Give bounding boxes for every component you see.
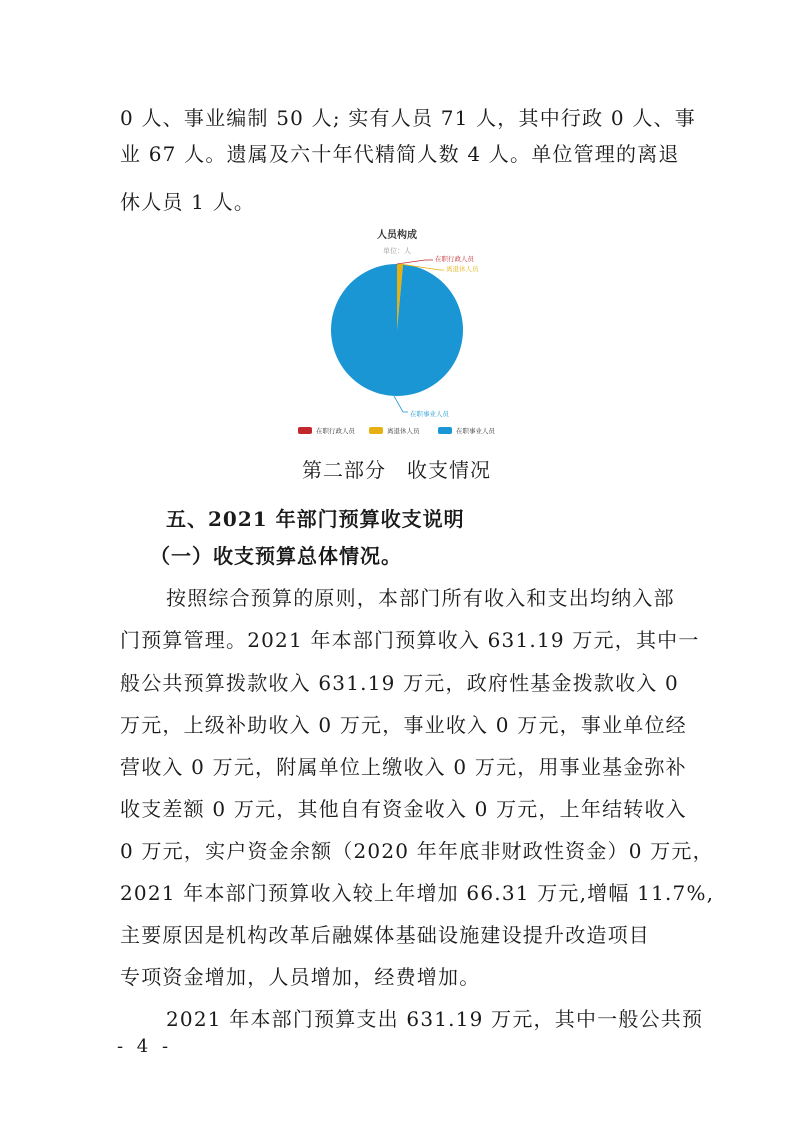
legend-label: 在职行政人员 — [316, 427, 355, 435]
chart-title: 人员构成 — [377, 230, 417, 241]
text-line: 收支差额 0 万元，其他自有资金收入 0 万元，上年结转收入 — [120, 797, 687, 821]
text-line-2: 业 67 人。遗属及六十年代精简人数 4 人。单位管理的离退 — [120, 142, 680, 166]
text-line: 门预算管理。2021 年本部门预算收入 631.19 万元，其中一 — [120, 628, 700, 652]
text-line: 主要原因是机构改革后融媒体基础设施建设提升改造项目 — [120, 923, 650, 947]
pie-leader-line — [397, 260, 433, 264]
text-line-3: 休人员 1 人。 — [120, 190, 256, 214]
pie-slice — [331, 264, 463, 396]
text-line: 0 万元，实户资金余额（2020 年年底非财政性资金）0 万元， — [120, 839, 714, 863]
pie-label: 离退休人员 — [446, 265, 479, 273]
chart-subtitle: 单位：人 — [383, 247, 411, 255]
legend-swatch — [298, 427, 312, 434]
legend-label: 离退休人员 — [387, 427, 420, 435]
sub-heading: （一）收支预算总体情况。 — [150, 544, 402, 568]
section-heading: 五、2021 年部门预算收支说明 — [166, 507, 465, 531]
text-line: 专项资金增加，人员增加，经费增加。 — [120, 965, 481, 989]
legend-swatch — [369, 427, 383, 434]
pie-label: 在职行政人员 — [435, 255, 474, 263]
page-number: - 4 - — [117, 1036, 173, 1057]
text-line: 2021 年本部门预算收入较上年增加 66.31 万元,增幅 11.7%, — [120, 881, 715, 905]
text-line: 般公共预算拨款收入 631.19 万元，政府性基金拨款收入 0 — [120, 671, 679, 695]
pie-label: 在职事业人员 — [410, 410, 449, 418]
text-line: 2021 年本部门预算支出 631.19 万元，其中一般公共预 — [166, 1007, 704, 1031]
text-line: 万元，上级补助收入 0 万元，事业收入 0 万元，事业单位经 — [120, 713, 687, 737]
part-title: 第二部分 收支情况 — [302, 458, 491, 482]
legend-swatch — [438, 427, 452, 434]
legend-label: 在职事业人员 — [456, 427, 495, 435]
personnel-pie-chart — [280, 222, 520, 442]
pie-leader-line — [394, 396, 408, 412]
text-line: 营收入 0 万元，附属单位上缴收入 0 万元，用事业基金弥补 — [120, 755, 687, 779]
text-line-1: 0 人、事业编制 50 人; 实有人员 71 人，其中行政 0 人、事 — [120, 106, 696, 130]
text-line: 按照综合预算的原则，本部门所有收入和支出均纳入部 — [166, 586, 675, 610]
